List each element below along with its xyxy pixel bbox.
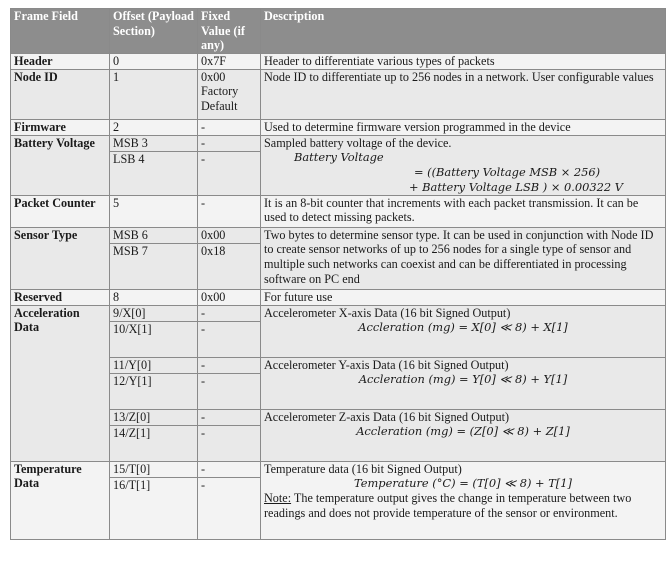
field-offset: 5 [110,195,198,227]
fixed-value-line: Default [201,98,238,113]
table-row-sensor-type-msb [11,227,666,243]
table-row-reserved [11,289,666,305]
field-description [261,357,666,409]
field-name: Firmware [11,119,110,135]
description-text: Accelerometer Y-axis Data (16 bit Signed Output) [264,357,509,372]
field-fixed-value: - [198,151,261,195]
table-row-battery-msb [11,135,666,151]
field-name: Battery Voltage [11,135,110,195]
field-offset: 12/Y[1] [110,373,198,409]
field-offset: 10/X[1] [110,321,198,357]
field-fixed-value: - [198,461,261,477]
field-fixed-value: - [198,477,261,539]
field-description: It is an 8-bit counter that increments with each packet transmission. It can be used to detect missing packets. [261,195,666,227]
field-description: Header to differentiate various types of packets [261,53,666,69]
field-fixed-value: 0x7F [198,53,261,69]
field-fixed-value: 0x00 [198,289,261,305]
table-row-node-id [11,69,666,119]
note-text: The temperature output gives the change in temperature between two readings and does not provide temperature of the sensor or environment. [264,490,632,520]
field-offset: 11/Y[0] [110,357,198,373]
table-row-header [11,53,666,69]
field-fixed-value: - [198,305,261,321]
field-offset: 14/Z[1] [110,425,198,461]
table-row-accel-x0 [11,305,666,321]
description-text: Accelerometer X-axis Data (16 bit Signed Output) [264,305,511,320]
field-fixed-value: - [198,357,261,373]
field-name: Acceleration Data [11,305,110,461]
field-name: Reserved [11,289,110,305]
field-fixed-value: - [198,195,261,227]
column-header-field: Frame Field [11,9,110,54]
field-description: Node ID to differentiate up to 256 nodes in a network. User configurable values [261,69,666,119]
field-fixed-value: - [198,425,261,461]
field-fixed-value: - [198,135,261,151]
field-name: Header [11,53,110,69]
field-offset: MSB 3 [110,135,198,151]
accel-x-formula: Accleration (mg) = X[0] ≪ 8) + X[1] [358,320,568,335]
field-description: For future use [261,289,666,305]
field-description: Two bytes to determine sensor type. It can be used in conjunction with Node ID to create sensor networks of up to 256 nodes for a single type of sensor and multiple such networks can coexist and can be differentiated in processing software on PC end [261,227,666,289]
field-offset: MSB 6 [110,227,198,243]
field-offset: 1 [110,69,198,119]
table-row-accel-y0 [11,357,666,373]
column-header-description: Description [261,9,666,54]
table-row-temp-t0 [11,461,666,477]
column-header-fixed: Fixed Value (if any) [198,9,261,54]
field-fixed-value [198,69,261,119]
field-offset: 8 [110,289,198,305]
field-description [261,135,666,195]
field-name: Temperature Data [11,461,110,539]
description-text: Temperature data (16 bit Signed Output) [264,461,462,476]
field-offset: 9/X[0] [110,305,198,321]
battery-formula-line: = ((Battery Voltage MSB × 256) [414,164,601,179]
description-text: Accelerometer Z-axis Data (16 bit Signed Output) [264,409,510,424]
note-label: Note: [264,490,292,505]
battery-formula-line: Battery Voltage [294,150,384,165]
field-description [261,409,666,461]
fixed-value-line: 0x00 [201,69,226,84]
field-offset: 2 [110,119,198,135]
field-fixed-value: - [198,409,261,425]
temperature-formula: Temperature (°C) = (T[0] ≪ 8) + T[1] [354,476,572,491]
field-offset: MSB 7 [110,243,198,289]
field-offset: 13/Z[0] [110,409,198,425]
field-fixed-value: - [198,373,261,409]
field-offset: 0 [110,53,198,69]
field-fixed-value: 0x00 [198,227,261,243]
field-offset: 16/T[1] [110,477,198,539]
field-name: Node ID [11,69,110,119]
field-fixed-value: 0x18 [198,243,261,289]
field-offset: LSB 4 [110,151,198,195]
column-header-offset: Offset (Payload Section) [110,9,198,54]
table-row-accel-z0 [11,409,666,425]
fixed-value-line: Factory [201,84,239,99]
accel-y-formula: Accleration (mg) = Y[0] ≪ 8) + Y[1] [358,372,568,387]
field-name: Packet Counter [11,195,110,227]
field-fixed-value: - [198,321,261,357]
field-fixed-value: - [198,119,261,135]
field-offset: 15/T[0] [110,461,198,477]
accel-z-formula: Accleration (mg) = (Z[0] ≪ 8) + Z[1] [356,424,570,439]
table-header-row [11,9,666,54]
table-row-firmware [11,119,666,135]
battery-formula-line: + Battery Voltage LSB ) × 0.00322 V [409,179,623,194]
field-description: Used to determine firmware version programmed in the device [261,119,666,135]
temperature-note [264,491,662,520]
field-description [261,305,666,357]
table-row-packet-counter [11,195,666,227]
description-text: Sampled battery voltage of the device. [264,135,452,150]
frame-field-table [10,8,666,540]
field-description [261,461,666,539]
field-name: Sensor Type [11,227,110,289]
